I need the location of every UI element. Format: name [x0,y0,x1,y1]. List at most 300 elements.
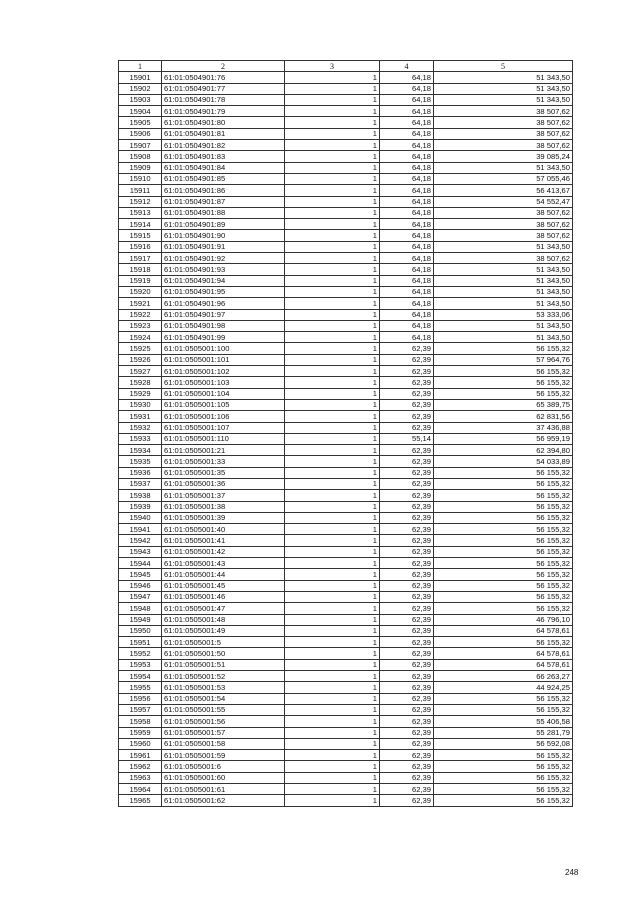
table-row [119,253,573,264]
area-cell: 62,39 [380,501,434,512]
count-cell: 1 [285,151,380,162]
count-cell: 1 [285,230,380,241]
count-cell: 1 [285,399,380,410]
cadastral-number-cell: 61:01:0505001:47 [162,603,285,614]
area-cell: 62,39 [380,535,434,546]
column-header: 4 [380,61,434,72]
table-row [119,795,573,806]
table-row [119,151,573,162]
area-cell: 64,18 [380,275,434,286]
cadastral-number-cell: 61:01:0505001:56 [162,716,285,727]
table-row [119,671,573,682]
count-cell: 1 [285,727,380,738]
cadastral-number-cell: 61:01:0505001:53 [162,682,285,693]
row-number-cell: 15954 [119,671,162,682]
area-cell: 64,18 [380,286,434,297]
cadastral-number-cell: 61:01:0505001:59 [162,750,285,761]
table-row [119,478,573,489]
table-row [119,558,573,569]
count-cell: 1 [285,219,380,230]
table-row [119,761,573,772]
table-row [119,207,573,218]
row-number-cell: 15914 [119,219,162,230]
count-cell: 1 [285,761,380,772]
cadastral-number-cell: 61:01:0505001:48 [162,614,285,625]
table-row [119,388,573,399]
area-cell: 62,39 [380,603,434,614]
cadastral-number-cell: 61:01:0504901:78 [162,94,285,105]
row-number-cell: 15959 [119,727,162,738]
count-cell: 1 [285,648,380,659]
count-cell: 1 [285,784,380,795]
count-cell: 1 [285,693,380,704]
value-cell: 56 155,32 [434,377,573,388]
area-cell: 62,39 [380,591,434,602]
area-cell: 62,39 [380,411,434,422]
count-cell: 1 [285,501,380,512]
table-row [119,72,573,83]
value-cell: 38 507,62 [434,140,573,151]
count-cell: 1 [285,106,380,117]
row-number-cell: 15946 [119,580,162,591]
table-row [119,456,573,467]
row-number-cell: 15909 [119,162,162,173]
cadastral-number-cell: 61:01:0504901:82 [162,140,285,151]
row-number-cell: 15908 [119,151,162,162]
area-cell: 62,39 [380,343,434,354]
count-cell: 1 [285,275,380,286]
value-cell: 39 085,24 [434,151,573,162]
value-cell: 51 343,50 [434,298,573,309]
count-cell: 1 [285,795,380,806]
cadastral-number-cell: 61:01:0505001:105 [162,399,285,410]
value-cell: 56 155,32 [434,795,573,806]
cadastral-number-cell: 61:01:0505001:51 [162,659,285,670]
column-header: 2 [162,61,285,72]
table-row [119,196,573,207]
table-row [119,366,573,377]
area-cell: 64,18 [380,117,434,128]
value-cell: 56 155,32 [434,490,573,501]
cadastral-number-cell: 61:01:0504901:91 [162,241,285,252]
cadastral-number-cell: 61:01:0505001:110 [162,433,285,444]
row-number-cell: 15950 [119,625,162,636]
cadastral-number-cell: 61:01:0505001:36 [162,478,285,489]
table-row [119,422,573,433]
cadastral-number-cell: 61:01:0504901:80 [162,117,285,128]
cadastral-number-cell: 61:01:0505001:106 [162,411,285,422]
value-cell: 56 155,32 [434,772,573,783]
row-number-cell: 15953 [119,659,162,670]
row-number-cell: 15943 [119,546,162,557]
count-cell: 1 [285,433,380,444]
value-cell: 51 343,50 [434,320,573,331]
cadastral-number-cell: 61:01:0504901:85 [162,173,285,184]
value-cell: 38 507,62 [434,128,573,139]
area-cell: 62,39 [380,682,434,693]
count-cell: 1 [285,580,380,591]
table-row [119,501,573,512]
area-cell: 64,18 [380,83,434,94]
column-header: 3 [285,61,380,72]
area-cell: 62,39 [380,524,434,535]
value-cell: 56 155,32 [434,603,573,614]
table-row [119,546,573,557]
cadastral-number-cell: 61:01:0505001:103 [162,377,285,388]
row-number-cell: 15912 [119,196,162,207]
table-row [119,343,573,354]
count-cell: 1 [285,83,380,94]
cadastral-number-cell: 61:01:0504901:86 [162,185,285,196]
cadastral-number-cell: 61:01:0504901:92 [162,253,285,264]
row-number-cell: 15921 [119,298,162,309]
area-cell: 62,39 [380,456,434,467]
table-row [119,411,573,422]
value-cell: 56 155,32 [434,478,573,489]
value-cell: 38 507,62 [434,117,573,128]
cadastral-number-cell: 61:01:0505001:57 [162,727,285,738]
value-cell: 62 394,80 [434,445,573,456]
count-cell: 1 [285,343,380,354]
table-row [119,784,573,795]
value-cell: 56 155,32 [434,343,573,354]
value-cell: 51 343,50 [434,94,573,105]
value-cell: 54 033,89 [434,456,573,467]
area-cell: 62,39 [380,671,434,682]
count-cell: 1 [285,94,380,105]
registry-table [118,60,573,807]
row-number-cell: 15928 [119,377,162,388]
value-cell: 51 343,50 [434,286,573,297]
value-cell: 51 343,50 [434,83,573,94]
count-cell: 1 [285,162,380,173]
cadastral-number-cell: 61:01:0504901:99 [162,332,285,343]
cadastral-number-cell: 61:01:0505001:49 [162,625,285,636]
value-cell: 51 343,50 [434,275,573,286]
value-cell: 62 831,56 [434,411,573,422]
count-cell: 1 [285,117,380,128]
area-cell: 64,18 [380,162,434,173]
row-number-cell: 15949 [119,614,162,625]
area-cell: 62,39 [380,625,434,636]
page-number: 248 [565,868,579,877]
area-cell: 62,39 [380,727,434,738]
count-cell: 1 [285,298,380,309]
cadastral-number-cell: 61:01:0504901:83 [162,151,285,162]
row-number-cell: 15939 [119,501,162,512]
area-cell: 64,18 [380,264,434,275]
count-cell: 1 [285,332,380,343]
cadastral-number-cell: 61:01:0505001:37 [162,490,285,501]
cadastral-number-cell: 61:01:0505001:54 [162,693,285,704]
table-row [119,298,573,309]
area-cell: 62,39 [380,558,434,569]
value-cell: 51 343,50 [434,162,573,173]
value-cell: 38 507,62 [434,207,573,218]
row-number-cell: 15960 [119,738,162,749]
cadastral-number-cell: 61:01:0505001:46 [162,591,285,602]
count-cell: 1 [285,422,380,433]
value-cell: 56 155,32 [434,467,573,478]
row-number-cell: 15945 [119,569,162,580]
value-cell: 55 281,79 [434,727,573,738]
count-cell: 1 [285,490,380,501]
area-cell: 62,39 [380,648,434,659]
count-cell: 1 [285,377,380,388]
header-row [119,61,573,72]
row-number-cell: 15957 [119,704,162,715]
count-cell: 1 [285,173,380,184]
table-row [119,185,573,196]
count-cell: 1 [285,738,380,749]
cadastral-number-cell: 61:01:0504901:94 [162,275,285,286]
value-cell: 56 155,32 [434,524,573,535]
area-cell: 62,39 [380,772,434,783]
row-number-cell: 15926 [119,354,162,365]
row-number-cell: 15934 [119,445,162,456]
row-number-cell: 15911 [119,185,162,196]
value-cell: 57 964,76 [434,354,573,365]
cadastral-number-cell: 61:01:0504901:95 [162,286,285,297]
row-number-cell: 15907 [119,140,162,151]
row-number-cell: 15956 [119,693,162,704]
value-cell: 56 155,32 [434,558,573,569]
area-cell: 62,39 [380,716,434,727]
row-number-cell: 15904 [119,106,162,117]
count-cell: 1 [285,671,380,682]
cadastral-number-cell: 61:01:0504901:76 [162,72,285,83]
count-cell: 1 [285,558,380,569]
row-number-cell: 15913 [119,207,162,218]
value-cell: 38 507,62 [434,253,573,264]
area-cell: 62,39 [380,490,434,501]
value-cell: 56 155,32 [434,784,573,795]
table-row [119,445,573,456]
row-number-cell: 15955 [119,682,162,693]
value-cell: 56 155,32 [434,512,573,523]
row-number-cell: 15951 [119,637,162,648]
table-row [119,591,573,602]
row-number-cell: 15935 [119,456,162,467]
count-cell: 1 [285,535,380,546]
row-number-cell: 15963 [119,772,162,783]
count-cell: 1 [285,512,380,523]
table-row [119,106,573,117]
value-cell: 64 578,61 [434,648,573,659]
value-cell: 46 796,10 [434,614,573,625]
count-cell: 1 [285,546,380,557]
cadastral-number-cell: 61:01:0505001:38 [162,501,285,512]
count-cell: 1 [285,456,380,467]
count-cell: 1 [285,704,380,715]
table-row [119,264,573,275]
value-cell: 66 263,27 [434,671,573,682]
count-cell: 1 [285,207,380,218]
value-cell: 51 343,50 [434,241,573,252]
table-row [119,693,573,704]
area-cell: 64,18 [380,230,434,241]
area-cell: 62,39 [380,354,434,365]
count-cell: 1 [285,354,380,365]
count-cell: 1 [285,128,380,139]
row-number-cell: 15942 [119,535,162,546]
cadastral-number-cell: 61:01:0504901:88 [162,207,285,218]
row-number-cell: 15965 [119,795,162,806]
area-cell: 62,39 [380,478,434,489]
cadastral-number-cell: 61:01:0504901:96 [162,298,285,309]
count-cell: 1 [285,388,380,399]
cadastral-number-cell: 61:01:0505001:5 [162,637,285,648]
cadastral-number-cell: 61:01:0505001:60 [162,772,285,783]
area-cell: 62,39 [380,795,434,806]
value-cell: 56 155,32 [434,535,573,546]
value-cell: 56 155,32 [434,366,573,377]
cadastral-number-cell: 61:01:0505001:6 [162,761,285,772]
count-cell: 1 [285,185,380,196]
area-cell: 64,18 [380,106,434,117]
column-header: 5 [434,61,573,72]
row-number-cell: 15925 [119,343,162,354]
area-cell: 62,39 [380,422,434,433]
cadastral-number-cell: 61:01:0505001:62 [162,795,285,806]
value-cell: 56 155,32 [434,388,573,399]
row-number-cell: 15964 [119,784,162,795]
count-cell: 1 [285,467,380,478]
row-number-cell: 15918 [119,264,162,275]
count-cell: 1 [285,478,380,489]
table-row [119,490,573,501]
area-cell: 62,39 [380,693,434,704]
area-cell: 62,39 [380,614,434,625]
value-cell: 38 507,62 [434,219,573,230]
count-cell: 1 [285,614,380,625]
row-number-cell: 15958 [119,716,162,727]
table-row [119,614,573,625]
count-cell: 1 [285,445,380,456]
cadastral-number-cell: 61:01:0504901:84 [162,162,285,173]
value-cell: 38 507,62 [434,106,573,117]
row-number-cell: 15902 [119,83,162,94]
row-number-cell: 15905 [119,117,162,128]
row-number-cell: 15920 [119,286,162,297]
value-cell: 56 413,67 [434,185,573,196]
table-row [119,230,573,241]
count-cell: 1 [285,72,380,83]
area-cell: 62,39 [380,399,434,410]
row-number-cell: 15938 [119,490,162,501]
area-cell: 62,39 [380,467,434,478]
value-cell: 38 507,62 [434,230,573,241]
cadastral-number-cell: 61:01:0505001:55 [162,704,285,715]
row-number-cell: 15917 [119,253,162,264]
table-row [119,83,573,94]
cadastral-number-cell: 61:01:0505001:40 [162,524,285,535]
count-cell: 1 [285,366,380,377]
table-row [119,648,573,659]
count-cell: 1 [285,411,380,422]
table-row [119,275,573,286]
table-row [119,117,573,128]
cadastral-number-cell: 61:01:0505001:100 [162,343,285,354]
value-cell: 64 578,61 [434,625,573,636]
area-cell: 64,18 [380,309,434,320]
table-row [119,433,573,444]
area-cell: 62,39 [380,445,434,456]
area-cell: 62,39 [380,750,434,761]
cadastral-number-cell: 61:01:0504901:93 [162,264,285,275]
area-cell: 64,18 [380,320,434,331]
value-cell: 56 155,32 [434,693,573,704]
value-cell: 56 155,32 [434,501,573,512]
table-row [119,716,573,727]
table-row [119,682,573,693]
table-row [119,332,573,343]
cadastral-number-cell: 61:01:0504901:79 [162,106,285,117]
count-cell: 1 [285,659,380,670]
row-number-cell: 15940 [119,512,162,523]
row-number-cell: 15962 [119,761,162,772]
cadastral-number-cell: 61:01:0505001:44 [162,569,285,580]
count-cell: 1 [285,637,380,648]
cadastral-number-cell: 61:01:0505001:102 [162,366,285,377]
row-number-cell: 15937 [119,478,162,489]
table-row [119,309,573,320]
table-row [119,241,573,252]
area-cell: 64,18 [380,241,434,252]
value-cell: 56 155,32 [434,637,573,648]
table-row [119,738,573,749]
count-cell: 1 [285,772,380,783]
cadastral-number-cell: 61:01:0504901:77 [162,83,285,94]
cadastral-number-cell: 61:01:0505001:33 [162,456,285,467]
area-cell: 62,39 [380,569,434,580]
value-cell: 56 155,32 [434,546,573,557]
area-cell: 62,39 [380,637,434,648]
cadastral-number-cell: 61:01:0505001:43 [162,558,285,569]
row-number-cell: 15931 [119,411,162,422]
area-cell: 64,18 [380,173,434,184]
column-header: 1 [119,61,162,72]
count-cell: 1 [285,603,380,614]
table-row [119,625,573,636]
row-number-cell: 15930 [119,399,162,410]
row-number-cell: 15947 [119,591,162,602]
row-number-cell: 15948 [119,603,162,614]
table-row [119,173,573,184]
row-number-cell: 15932 [119,422,162,433]
count-cell: 1 [285,625,380,636]
table-row [119,377,573,388]
area-cell: 62,39 [380,388,434,399]
row-number-cell: 15929 [119,388,162,399]
area-cell: 62,39 [380,512,434,523]
count-cell: 1 [285,716,380,727]
row-number-cell: 15927 [119,366,162,377]
value-cell: 56 155,32 [434,704,573,715]
cadastral-number-cell: 61:01:0504901:87 [162,196,285,207]
area-cell: 62,39 [380,659,434,670]
row-number-cell: 15922 [119,309,162,320]
cadastral-number-cell: 61:01:0504901:98 [162,320,285,331]
area-cell: 62,39 [380,784,434,795]
area-cell: 64,18 [380,72,434,83]
table-row [119,524,573,535]
table-row [119,94,573,105]
value-cell: 44 924,25 [434,682,573,693]
table-row [119,512,573,523]
row-number-cell: 15919 [119,275,162,286]
cadastral-number-cell: 61:01:0505001:52 [162,671,285,682]
